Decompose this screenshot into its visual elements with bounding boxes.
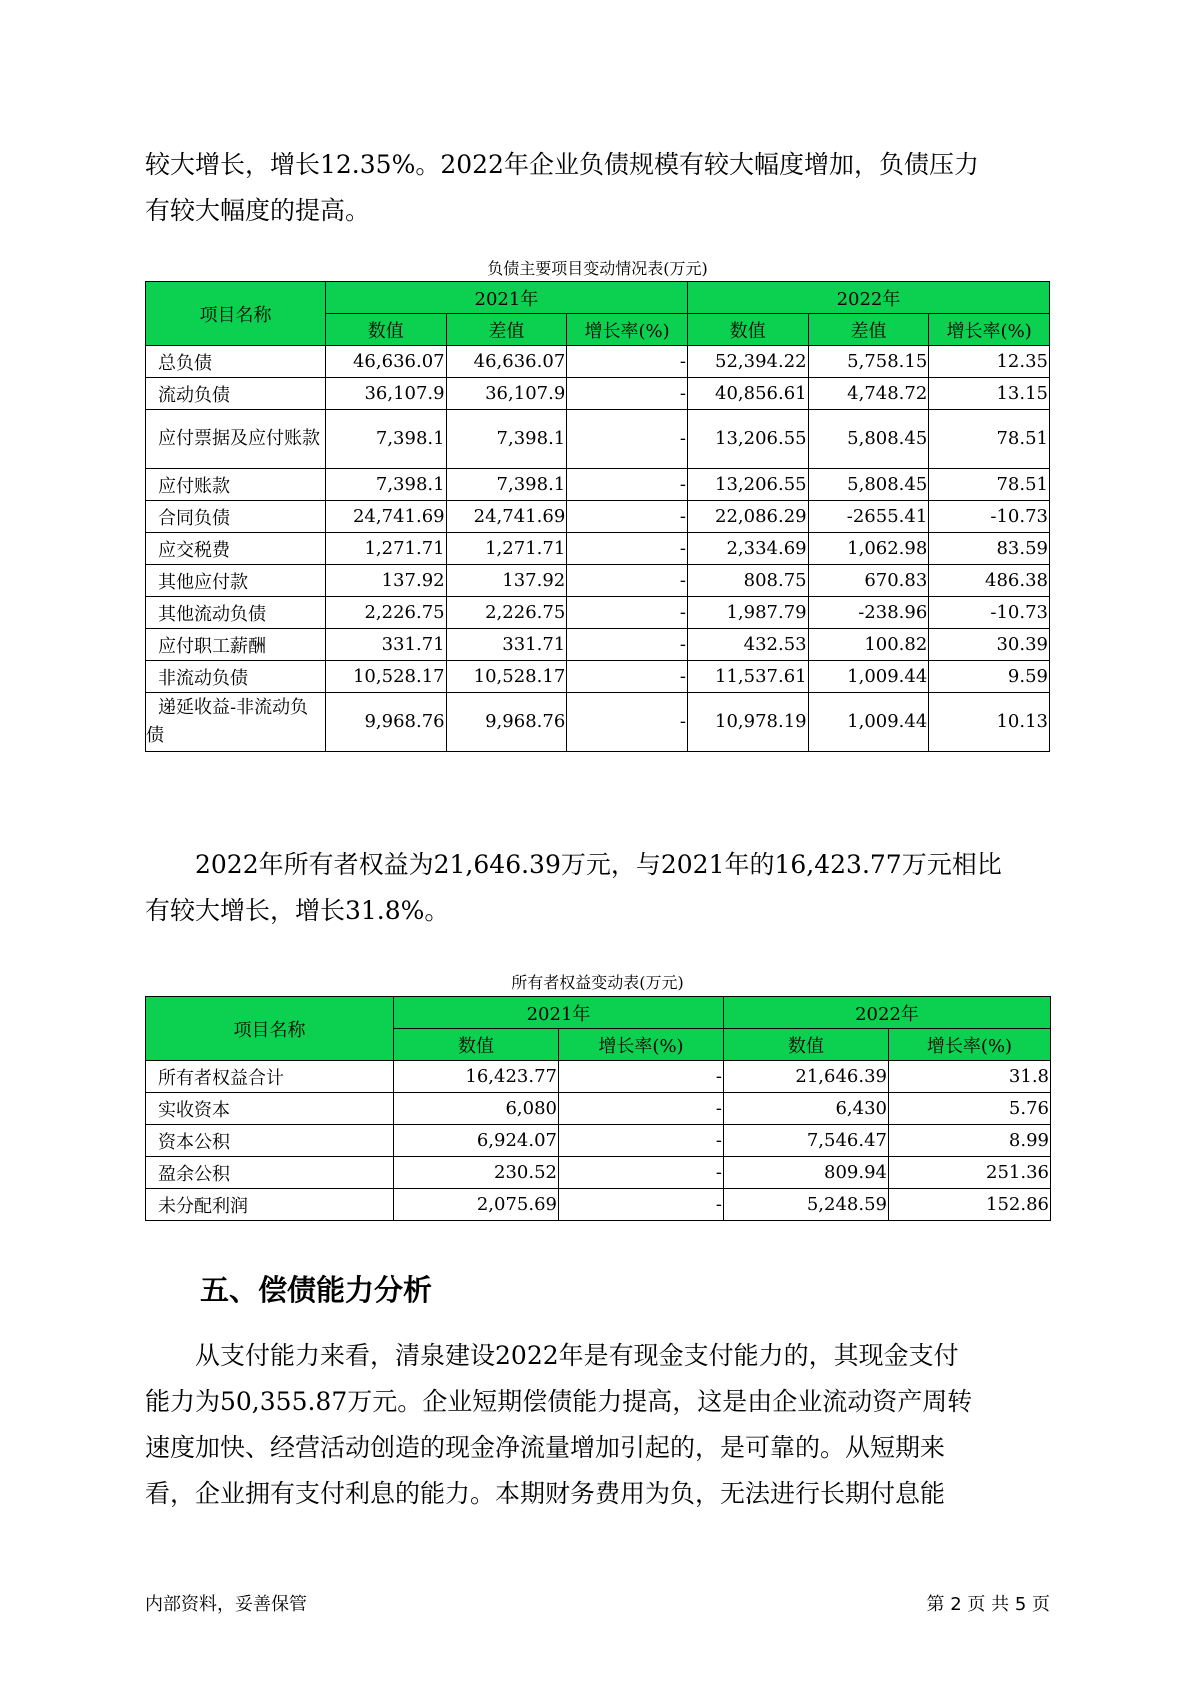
row-name: 非流动负债 <box>146 661 326 693</box>
row-name: 流动负债 <box>146 378 326 410</box>
intro-line-1: 较大增长，增长12.35%。2022年企业负债规模有较大幅度增加，负债压力 <box>145 150 979 179</box>
solvency-line-4: 看，企业拥有支付利息的能力。本期财务费用为负，无法进行长期付息能 <box>145 1479 946 1508</box>
row-name: 应付账款 <box>146 469 326 501</box>
row-name: 总负债 <box>146 346 326 378</box>
cell-value-2021: 137.92 <box>325 565 446 597</box>
cell-growth-2021: - <box>567 346 688 378</box>
row-name: 所有者权益合计 <box>146 1061 394 1093</box>
table-row <box>146 501 1050 533</box>
cell-diff-2021: 7,398.1 <box>446 410 567 469</box>
table-row <box>146 410 1050 469</box>
equity-table <box>145 996 1051 1221</box>
cell-value-2022: 13,206.55 <box>687 469 808 501</box>
cell-diff-2022: 100.82 <box>808 629 929 661</box>
cell-diff-2021: 137.92 <box>446 565 567 597</box>
cell-growth-2022: 13.15 <box>929 378 1050 410</box>
cell-diff-2021: 46,636.07 <box>446 346 567 378</box>
equity-col-value-1: 数值 <box>394 1029 559 1061</box>
equity-col-growth-2: 增长率(%) <box>889 1029 1051 1061</box>
cell-value-2021: 1,271.71 <box>325 533 446 565</box>
cell-growth-2022: 5.76 <box>889 1093 1051 1125</box>
cell-growth-2022: 30.39 <box>929 629 1050 661</box>
table-row <box>146 1093 1051 1125</box>
cell-value-2021: 46,636.07 <box>325 346 446 378</box>
cell-value-2021: 6,080 <box>394 1093 559 1125</box>
cell-value-2021: 230.52 <box>394 1157 559 1189</box>
cell-diff-2021: 331.71 <box>446 629 567 661</box>
row-name: 实收资本 <box>146 1093 394 1125</box>
cell-diff-2022: 1,009.44 <box>808 661 929 693</box>
cell-value-2021: 24,741.69 <box>325 501 446 533</box>
solvency-line-3: 速度加快、经营活动创造的现金净流量增加引起的，是可靠的。从短期来 <box>145 1433 946 1462</box>
cell-diff-2022: 670.83 <box>808 565 929 597</box>
cell-growth-2022: 31.8 <box>889 1061 1051 1093</box>
cell-growth-2021: - <box>567 378 688 410</box>
table-row <box>146 1061 1051 1093</box>
cell-growth-2021: - <box>567 661 688 693</box>
row-name: 应交税费 <box>146 533 326 565</box>
cell-growth-2022: 12.35 <box>929 346 1050 378</box>
cell-growth-2022: -10.73 <box>929 597 1050 629</box>
cell-diff-2021: 10,528.17 <box>446 661 567 693</box>
table-row <box>146 533 1050 565</box>
cell-diff-2022: 1,009.44 <box>808 693 929 752</box>
liability-table-caption: 负债主要项目变动情况表(万元) <box>487 259 708 278</box>
cell-value-2022: 22,086.29 <box>687 501 808 533</box>
solvency-line-2: 能力为50,355.87万元。企业短期偿债能力提高，这是由企业流动资产周转 <box>145 1387 973 1416</box>
cell-value-2022: 40,856.61 <box>687 378 808 410</box>
cell-value-2022: 5,248.59 <box>724 1189 889 1221</box>
cell-value-2021: 6,924.07 <box>394 1125 559 1157</box>
cell-growth-2021: - <box>567 693 688 752</box>
equity-col-growth-1: 增长率(%) <box>559 1029 724 1061</box>
cell-diff-2022: 4,748.72 <box>808 378 929 410</box>
equity-col-value-2: 数值 <box>724 1029 889 1061</box>
footer-page-number: 第 2 页 共 5 页 <box>926 1594 1050 1615</box>
cell-diff-2022: 5,758.15 <box>808 346 929 378</box>
equity-year1-header: 2021年 <box>394 997 724 1029</box>
cell-growth-2021: - <box>559 1189 724 1221</box>
row-name: 其他流动负债 <box>146 597 326 629</box>
cell-growth-2022: 78.51 <box>929 469 1050 501</box>
table-row <box>146 629 1050 661</box>
liability-year2-header: 2022年 <box>687 282 1049 314</box>
cell-value-2022: 10,978.19 <box>687 693 808 752</box>
cell-value-2021: 2,075.69 <box>394 1189 559 1221</box>
table-row <box>146 661 1050 693</box>
cell-diff-2021: 2,226.75 <box>446 597 567 629</box>
cell-growth-2021: - <box>559 1125 724 1157</box>
cell-value-2022: 6,430 <box>724 1093 889 1125</box>
equity-line-1: 2022年所有者权益为21,646.39万元，与2021年的16,423.77万元相比 <box>195 850 1002 879</box>
cell-growth-2022: 486.38 <box>929 565 1050 597</box>
cell-growth-2022: 8.99 <box>889 1125 1051 1157</box>
cell-growth-2022: 78.51 <box>929 410 1050 469</box>
equity-table-caption: 所有者权益变动表(万元) <box>511 973 684 992</box>
equity-line-2: 有较大增长，增长31.8%。 <box>145 896 450 925</box>
table-row <box>146 469 1050 501</box>
cell-growth-2021: - <box>567 597 688 629</box>
liability-name-header: 项目名称 <box>146 282 326 346</box>
cell-diff-2022: -238.96 <box>808 597 929 629</box>
cell-value-2022: 2,334.69 <box>687 533 808 565</box>
row-name: 合同负债 <box>146 501 326 533</box>
liability-col-value-2: 数值 <box>687 314 808 346</box>
cell-value-2021: 10,528.17 <box>325 661 446 693</box>
liability-col-diff-1: 差值 <box>446 314 567 346</box>
cell-value-2022: 21,646.39 <box>724 1061 889 1093</box>
cell-growth-2021: - <box>559 1093 724 1125</box>
row-name: 其他应付款 <box>146 565 326 597</box>
equity-name-header: 项目名称 <box>146 997 394 1061</box>
liability-col-growth-2: 增长率(%) <box>929 314 1050 346</box>
cell-value-2021: 9,968.76 <box>325 693 446 752</box>
cell-value-2021: 36,107.9 <box>325 378 446 410</box>
liability-col-growth-1: 增长率(%) <box>567 314 688 346</box>
table-row <box>146 1157 1051 1189</box>
cell-value-2021: 16,423.77 <box>394 1061 559 1093</box>
liability-col-diff-2: 差值 <box>808 314 929 346</box>
cell-diff-2021: 1,271.71 <box>446 533 567 565</box>
cell-diff-2021: 24,741.69 <box>446 501 567 533</box>
cell-value-2022: 432.53 <box>687 629 808 661</box>
cell-value-2021: 7,398.1 <box>325 469 446 501</box>
cell-growth-2021: - <box>567 565 688 597</box>
cell-value-2021: 2,226.75 <box>325 597 446 629</box>
cell-value-2022: 809.94 <box>724 1157 889 1189</box>
table-row <box>146 1189 1051 1221</box>
cell-value-2022: 7,546.47 <box>724 1125 889 1157</box>
table-row <box>146 597 1050 629</box>
cell-value-2022: 13,206.55 <box>687 410 808 469</box>
liability-table <box>145 281 1050 752</box>
intro-paragraph <box>145 142 1045 234</box>
solvency-paragraph <box>145 1333 1045 1517</box>
cell-diff-2021: 9,968.76 <box>446 693 567 752</box>
cell-diff-2022: 1,062.98 <box>808 533 929 565</box>
cell-growth-2022: 83.59 <box>929 533 1050 565</box>
cell-diff-2022: 5,808.45 <box>808 469 929 501</box>
cell-value-2022: 11,537.61 <box>687 661 808 693</box>
cell-value-2021: 331.71 <box>325 629 446 661</box>
cell-growth-2021: - <box>567 410 688 469</box>
cell-growth-2022: 152.86 <box>889 1189 1051 1221</box>
row-name: 应付票据及应付账款 <box>146 410 326 469</box>
table-row <box>146 1125 1051 1157</box>
solvency-line-1: 从支付能力来看，清泉建设2022年是有现金支付能力的，其现金支付 <box>195 1341 959 1370</box>
cell-value-2022: 1,987.79 <box>687 597 808 629</box>
section-heading: 五、偿债能力分析 <box>200 1273 433 1307</box>
cell-growth-2021: - <box>567 501 688 533</box>
footer-confidential-note: 内部资料，妥善保管 <box>145 1594 307 1615</box>
table-row <box>146 565 1050 597</box>
cell-growth-2021: - <box>567 469 688 501</box>
row-name: 递延收益-非流动负债 <box>146 693 326 752</box>
cell-value-2022: 808.75 <box>687 565 808 597</box>
cell-growth-2022: 9.59 <box>929 661 1050 693</box>
table-row <box>146 346 1050 378</box>
row-name: 盈余公积 <box>146 1157 394 1189</box>
cell-diff-2022: 5,808.45 <box>808 410 929 469</box>
intro-line-2: 有较大幅度的提高。 <box>145 196 371 225</box>
cell-value-2021: 7,398.1 <box>325 410 446 469</box>
cell-growth-2021: - <box>567 629 688 661</box>
row-name: 应付职工薪酬 <box>146 629 326 661</box>
equity-paragraph <box>145 842 1045 934</box>
liability-year1-header: 2021年 <box>325 282 687 314</box>
table-row <box>146 693 1050 752</box>
cell-growth-2021: - <box>567 533 688 565</box>
row-name: 资本公积 <box>146 1125 394 1157</box>
cell-diff-2021: 36,107.9 <box>446 378 567 410</box>
table-row <box>146 378 1050 410</box>
cell-diff-2022: -2655.41 <box>808 501 929 533</box>
cell-growth-2021: - <box>559 1061 724 1093</box>
cell-growth-2022: 10.13 <box>929 693 1050 752</box>
equity-year2-header: 2022年 <box>724 997 1051 1029</box>
cell-growth-2022: 251.36 <box>889 1157 1051 1189</box>
liability-col-value-1: 数值 <box>325 314 446 346</box>
cell-growth-2021: - <box>559 1157 724 1189</box>
cell-growth-2022: -10.73 <box>929 501 1050 533</box>
row-name: 未分配利润 <box>146 1189 394 1221</box>
cell-value-2022: 52,394.22 <box>687 346 808 378</box>
cell-diff-2021: 7,398.1 <box>446 469 567 501</box>
